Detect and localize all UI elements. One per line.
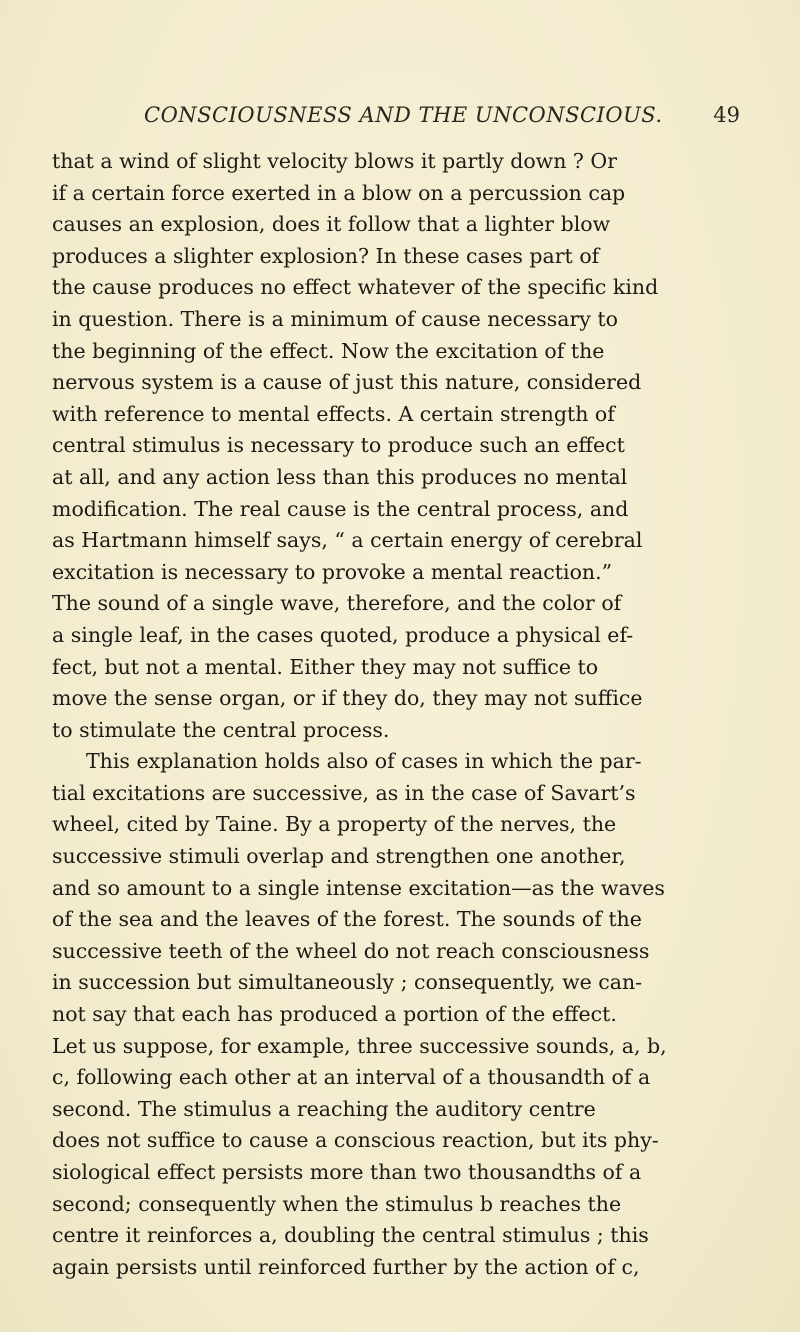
text-line: does not suffice to cause a conscious reaction, but its phy- xyxy=(52,1128,659,1153)
text-line: in succession but simultaneously ; consequently, we can- xyxy=(52,970,643,995)
body-text xyxy=(52,146,752,1283)
text-line: of the sea and the leaves of the forest. The sounds of the xyxy=(52,907,642,932)
text-line: fect, but not a mental. Either they may not suffice to xyxy=(52,654,599,679)
text-line: a single leaf, in the cases quoted, produce a physical ef- xyxy=(52,622,634,647)
text-line: the cause produces no effect whatever of the specific kind xyxy=(52,275,659,300)
text-line: that a wind of slight velocity blows it partly down ? Or xyxy=(52,149,618,173)
text-line: wheel, cited by Taine. By a property of the nerves, the xyxy=(52,812,617,837)
text-line: produces a slighter explosion? In these cases part of xyxy=(52,243,600,268)
text-line: c, following each other at an interval of a thousandth of a xyxy=(52,1065,651,1090)
text-line: if a certain force exerted in a blow on a percussion cap xyxy=(52,180,626,205)
text-line: in question. There is a minimum of cause necessary to xyxy=(52,306,618,331)
text-line: as Hartmann himself says, “ a certain energy of cerebral xyxy=(52,528,643,553)
text-line: successive stimuli overlap and strengthen one another, xyxy=(52,844,626,869)
text-line: and so amount to a single intense excitation—as the waves xyxy=(52,875,665,900)
text-line: central stimulus is necessary to produce such an effect xyxy=(52,433,625,458)
text-line: at all, and any action less than this produces no mental xyxy=(52,464,628,489)
text-line: with reference to mental effects. A certain strength of xyxy=(52,401,615,426)
text-line: modification. The real cause is the central process, and xyxy=(52,496,629,521)
text-line: successive teeth of the wheel do not reach consciousness xyxy=(52,938,650,963)
text-line: move the sense organ, or if they do, they may not suffice xyxy=(52,686,643,711)
running-head-title: CONSCIOUSNESS AND THE UNCONSCIOUS. xyxy=(144,103,663,127)
text-line: the beginning of the effect. Now the excitation of the xyxy=(52,338,605,363)
text-line: not say that each has produced a portion of the effect. xyxy=(52,1002,617,1027)
text-line: to stimulate the central process. xyxy=(52,717,390,742)
paragraph-1 xyxy=(52,146,752,746)
text-line: centre it reinforces a, doubling the central stimulus ; this xyxy=(52,1223,649,1248)
text-line: second; consequently when the stimulus b reaches the xyxy=(52,1191,622,1216)
text-line: This explanation holds also of cases in which the par- xyxy=(86,749,642,774)
text-line: excitation is necessary to provoke a mental reaction.” xyxy=(52,559,613,584)
text-line: Let us suppose, for example, three successive sounds, a, b, xyxy=(52,1033,667,1058)
text-line: siological effect persists more than two thousandths of a xyxy=(52,1160,642,1184)
text-line: nervous system is a cause of just this nature, considered xyxy=(52,370,642,395)
paragraph-2 xyxy=(52,746,752,1283)
text-line: again persists until reinforced further by the action of c, xyxy=(52,1254,640,1279)
text-line: causes an explosion, does it follow that a lighter blow xyxy=(52,212,611,237)
page-number: 49 xyxy=(713,103,740,127)
text-line: second. The stimulus a reaching the auditory centre xyxy=(52,1096,596,1121)
running-head xyxy=(144,103,740,133)
text-line: tial excitations are successive, as in the case of Savart’s xyxy=(52,780,636,805)
text-line: The sound of a single wave, therefore, and the color of xyxy=(52,591,622,616)
